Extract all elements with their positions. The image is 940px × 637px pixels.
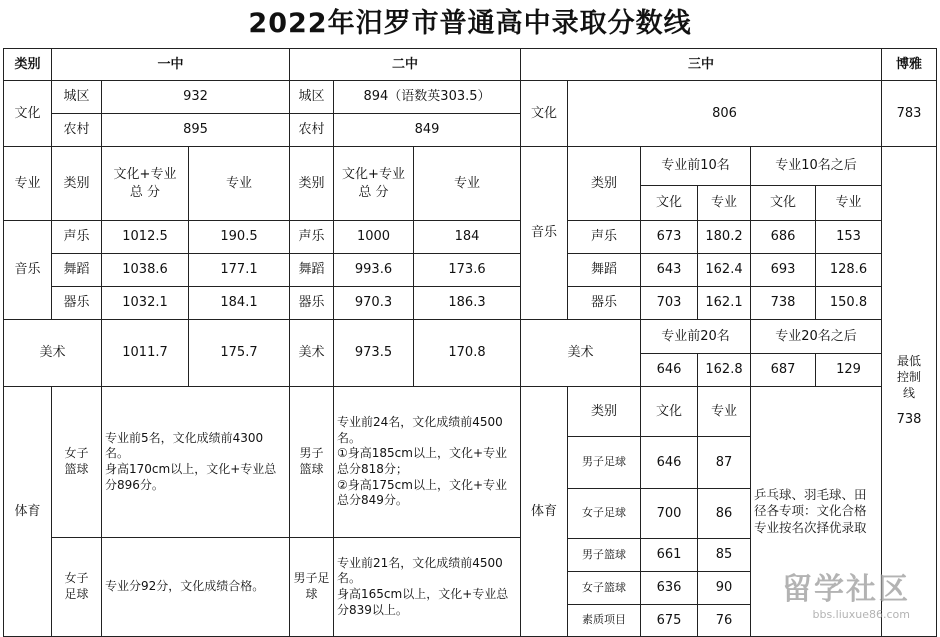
s3-after10-culture-header: 文化 [750,185,816,221]
s1-major-header: 专业 [188,146,290,221]
s3-top10-major-header: 专业 [697,185,751,221]
s1-rural-label: 农村 [51,113,102,147]
s3-music-name: 舞蹈 [567,253,641,287]
s3-music-type-header: 类别 [567,146,641,221]
s3-sports-row-major: 90 [697,571,751,605]
s2-boys-basketball-label: 男子 篮球 [289,386,334,538]
watermark [760,564,910,621]
s1-urban-score: 932 [101,80,290,114]
s1-music-name: 器乐 [51,286,102,320]
s2-music-total: 970.3 [333,286,414,320]
s3-music-top-major: 180.2 [697,220,751,254]
s1-art-major: 175.7 [188,319,290,387]
s3-music-after-major: 128.6 [815,253,882,287]
header-school-1: 一中 [51,48,290,81]
s3-music-after-major: 150.8 [815,286,882,320]
s3-music-after-culture: 693 [750,253,816,287]
s2-music-total: 993.6 [333,253,414,287]
s1-girls-basketball-note: 专业前5名，文化成绩前4300名。 身高170cm以上，文化+专业总分896分。 [101,386,290,538]
s3-sports-row-name: 素质项目 [567,604,641,637]
s1-music-total: 1032.1 [101,286,189,320]
s3-music-top-culture: 643 [640,253,698,287]
s2-art-label: 美术 [289,319,334,387]
s3-culture-score: 806 [567,80,882,147]
culture-label: 文化 [3,80,52,147]
s2-boys-basketball-note: 专业前24名，文化成绩前4500名。 ①身高185cm以上，文化+专业总分818分； ②身高175cm以上，文化+专业总分849分。 [333,386,521,538]
s3-music-after-culture: 738 [750,286,816,320]
s3-music-top-major: 162.1 [697,286,751,320]
s2-total-header-line2: 总 分 [358,184,389,200]
s3-art-top-culture: 646 [640,353,698,387]
s2-music-major: 173.6 [413,253,521,287]
s3-music-label: 音乐 [520,146,568,320]
s2-boys-football-note: 专业前21名，文化成绩前4500名。 身高165cm以上，文化+专业总分839以上。 [333,537,521,637]
s3-music-name: 声乐 [567,220,641,254]
s3-culture-label: 文化 [520,80,568,147]
s2-art-major: 170.8 [413,319,521,387]
s3-sports-row-name: 男子足球 [567,436,641,489]
s3-sports-label: 体育 [520,386,568,637]
s3-sports-culture-header: 文化 [640,386,698,437]
s2-rural-label: 农村 [289,113,334,147]
s1-music-major: 177.1 [188,253,290,287]
s3-sports-row-name: 女子足球 [567,488,641,539]
s3-music-name: 器乐 [567,286,641,320]
watermark-url: bbs.liuxue86.com [812,608,910,621]
boya-min-control-value: 738 [896,412,922,428]
s3-art-label: 美术 [520,319,641,387]
s3-top10-header: 专业前10名 [640,146,751,186]
s1-total-header-line1: 文化+专业 [113,166,177,182]
s3-sports-type-header: 类别 [567,386,641,437]
s3-top10-culture-header: 文化 [640,185,698,221]
s2-music-name: 器乐 [289,286,334,320]
s3-sports-row-major: 85 [697,538,751,572]
s3-art-after-culture: 687 [750,353,816,387]
s4-culture-score: 783 [881,80,937,147]
s3-music-top-culture: 703 [640,286,698,320]
s1-type-header: 类别 [51,146,102,221]
s2-urban-score: 894（语数英303.5） [333,80,521,114]
major-label: 专业 [3,146,52,221]
s3-sports-row-culture: 646 [640,436,698,489]
s2-total-header [333,146,414,221]
s2-major-header: 专业 [413,146,521,221]
s1-music-total: 1038.6 [101,253,189,287]
s2-rural-score: 849 [333,113,521,147]
s2-boys-football-label: 男子足 球 [289,537,334,637]
header-category: 类别 [3,48,52,81]
s3-after10-header: 专业10名之后 [750,146,882,186]
s2-music-name: 舞蹈 [289,253,334,287]
s2-art-total: 973.5 [333,319,414,387]
s1-total-header-line2: 总 分 [129,184,161,200]
s3-sports-row-major: 87 [697,436,751,489]
s3-art-top-major: 162.8 [697,353,751,387]
s3-sports-row-name: 男子篮球 [567,538,641,572]
page-title: 2022年汨罗市普通高中录取分数线 [248,8,692,39]
s1-music-major: 190.5 [188,220,290,254]
s3-art-top20-header: 专业前20名 [640,319,751,354]
watermark-text: 留学社区 [782,572,910,607]
s1-rural-score: 895 [101,113,290,147]
s3-sports-row-culture: 675 [640,604,698,637]
s2-music-major: 186.3 [413,286,521,320]
s1-girls-football-label: 女子 足球 [51,537,102,637]
s3-art-after-major: 129 [815,353,882,387]
s3-music-top-culture: 673 [640,220,698,254]
header-school-3: 三中 [520,48,882,81]
s3-music-top-major: 162.4 [697,253,751,287]
s2-music-total: 1000 [333,220,414,254]
s2-type-header: 类别 [289,146,334,221]
s3-after10-major-header: 专业 [815,185,882,221]
header-school-4: 博雅 [881,48,937,81]
s1-art-total: 1011.7 [101,319,189,387]
header-school-2: 二中 [289,48,521,81]
s3-sports-row-culture: 636 [640,571,698,605]
s1-total-header [101,146,189,221]
s3-music-after-major: 153 [815,220,882,254]
boya-min-control-label: 最低 控制 线 [896,354,921,400]
s3-sports-row-major: 76 [697,604,751,637]
s3-sports-row-culture: 661 [640,538,698,572]
s1-art-label: 美术 [3,319,102,387]
s3-music-after-culture: 686 [750,220,816,254]
s1-urban-label: 城区 [51,80,102,114]
s3-sports-major-header: 专业 [697,386,751,437]
s1-music-major: 184.1 [188,286,290,320]
s2-urban-label: 城区 [289,80,334,114]
s3-sports-row-culture: 700 [640,488,698,539]
s1-music-total: 1012.5 [101,220,189,254]
sports-label: 体育 [3,386,52,637]
s2-music-name: 声乐 [289,220,334,254]
s1-girls-basketball-label: 女子 篮球 [51,386,102,538]
s1-music-name: 舞蹈 [51,253,102,287]
s2-total-header-line1: 文化+专业 [342,166,405,182]
s3-sports-row-name: 女子篮球 [567,571,641,605]
s3-sports-other-note: 乒乓球、羽毛球、田径各专项：文化合格专业按名次择优录取 [750,386,882,637]
s2-music-major: 184 [413,220,521,254]
s3-art-after20-header: 专业20名之后 [750,319,882,354]
s1-music-name: 声乐 [51,220,102,254]
s1-girls-football-note: 专业分92分，文化成绩合格。 [101,537,290,637]
s3-sports-row-major: 86 [697,488,751,539]
music-label: 音乐 [3,220,52,320]
